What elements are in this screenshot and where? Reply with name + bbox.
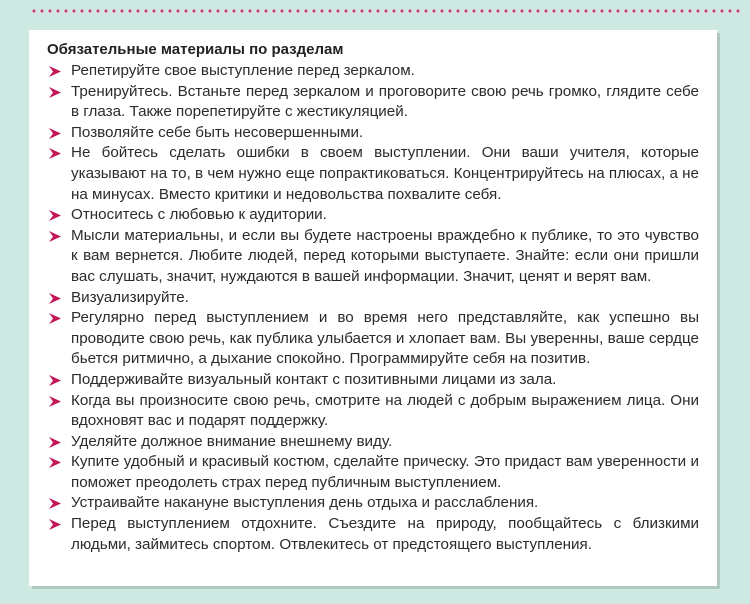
list-item [47, 514, 699, 555]
list-item [47, 61, 699, 82]
list-item [47, 226, 699, 288]
arrowhead-bullet-icon [48, 436, 62, 449]
list-item-text: Не бойтесь сделать ошибки в своем выступлении. Они ваши учителя, которые указывают на то, в чем нужно еще попрактиковаться. Концентрируйтесь на плюсах, а не на минусах. Вместо критики и недовольства похвалите себя. [71, 144, 699, 203]
arrowhead-bullet-icon [48, 395, 62, 408]
list-item [47, 432, 699, 453]
list-item-text: Регулярно перед выступлением и во время него представляйте, как успешно вы проводите свою речь, как публика улыбается и хлопает вам. Вы уверенны, ваше сердце бьется ритмично, а дыхание спокойно. Программируйте себя на позитив. [71, 309, 699, 368]
arrowhead-bullet-icon [48, 230, 62, 243]
arrowhead-bullet-icon [48, 497, 62, 510]
list-item-text: Когда вы произносите свою речь, смотрите на людей с добрым выражением лица. Они вдохновят вас и подарят поддержку. [71, 391, 699, 430]
section-heading: Обязательные материалы по разделам [47, 41, 344, 58]
arrowhead-bullet-icon [48, 65, 62, 78]
list-item [47, 493, 699, 514]
arrowhead-bullet-icon [48, 127, 62, 140]
list-item-text: Устраивайте накануне выступления день отдыха и расслабления. [71, 494, 539, 512]
list-item [47, 452, 699, 493]
arrowhead-bullet-icon [48, 518, 62, 531]
dotted-divider [30, 9, 740, 13]
list-item [47, 288, 699, 309]
list-item-text: Поддерживайте визуальный контакт с позитивными лицами из зала. [71, 370, 557, 388]
list-item-text: Визуализируйте. [71, 288, 189, 306]
list-item [47, 205, 699, 226]
arrowhead-bullet-icon [48, 209, 62, 222]
arrowhead-bullet-icon [48, 147, 62, 160]
list-item-text: Перед выступлением отдохните. Съездите на природу, пообщайтесь с близкими людьми, займитесь спортом. Отвлекитесь от предстоящего выступления. [71, 515, 699, 553]
list-item-text: Тренируйтесь. Встаньте перед зеркалом и проговорите свою речь громко, глядите себе в глаза. Также порепетируйте с жестикуляцией. [71, 82, 699, 121]
list-item [47, 123, 699, 144]
arrowhead-bullet-icon [48, 374, 62, 387]
list-item-text: Мысли материальны, и если вы будете настроены враждебно к публике, то это чувство к вам вернется. Любите людей, перед которыми выступаете. Знайте: если они пришли вас слушать, значит, нуждаются в вашей информации. Значит, ценят и верят вам. [71, 226, 699, 285]
list-item [47, 370, 699, 391]
tips-list [47, 61, 699, 555]
list-item [47, 391, 699, 432]
list-item-text: Уделяйте должное внимание внешнему виду. [71, 432, 393, 450]
arrowhead-bullet-icon [48, 292, 62, 305]
list-item [47, 143, 699, 205]
list-item-text: Купите удобный и красивый костюм, сделайте прическу. Это придаст вам уверенности и поможет преодолеть страх перед публичным выступлением. [71, 453, 699, 491]
list-item-text: Позволяйте себе быть несовершенными. [71, 123, 364, 141]
arrowhead-bullet-icon [48, 312, 62, 325]
list-item-text: Репетируйте свое выступление перед зеркалом. [71, 62, 415, 79]
content-card [29, 30, 717, 586]
arrowhead-bullet-icon [48, 456, 62, 469]
arrowhead-bullet-icon [48, 86, 62, 99]
list-item-text: Относитесь с любовью к аудитории. [71, 206, 327, 224]
list-item [47, 308, 699, 370]
list-item [47, 82, 699, 123]
